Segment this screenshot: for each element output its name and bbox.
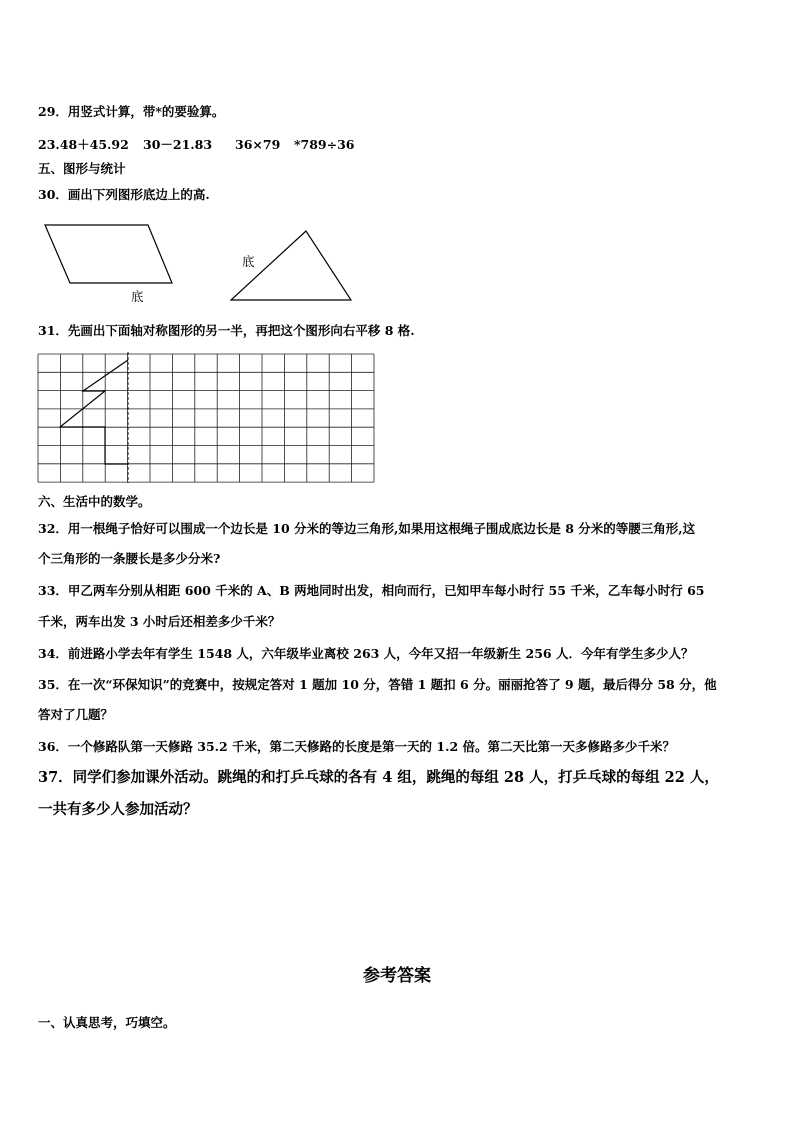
q31-text: 31．先画出下面轴对称图形的另一半，再把这个图形向右平移 8 格.: [38, 323, 415, 338]
q31-grid: [0, 0, 794, 500]
answer-key-title: 参考答案: [363, 966, 431, 986]
answer-section-1-heading: 一、认真思考，巧填空。: [38, 1015, 176, 1030]
q34-text: 34．前进路小学去年有学生 1548 人，六年级毕业离校 263 人，今年又招一年级新生 256 人．今年有学生多少人？: [38, 646, 694, 661]
q35-line2: 答对了几题？: [38, 707, 114, 722]
q30-text: 30．画出下列图形底边上的高.: [38, 187, 210, 202]
calc-item-2: 30－21.83: [143, 137, 213, 152]
q32-line1: 32．用一根绳子恰好可以围成一个边长是 10 分米的等边三角形,如果用这根绳子围成底边长是 8 分米的等腰三角形,这: [38, 521, 696, 536]
q29-text: 29．用竖式计算，带*的要验算。: [38, 104, 225, 119]
half-figure: [60, 360, 128, 464]
q33-line1: 33．甲乙两车分别从相距 600 千米的 A、B 两地同时出发，相向而行，已知甲车每小时行 55 千米，乙车每小时行 65: [38, 583, 705, 598]
q35-line1: 35．在一次“环保知识”的竞赛中，按规定答对 1 题加 10 分，答错 1 题扣 6 分。丽丽抢答了 9 题，最后得分 58 分，他: [38, 677, 717, 692]
section-5-heading: 五、图形与统计: [38, 161, 126, 176]
section-6-heading: 六、生活中的数学。: [38, 494, 151, 509]
calc-item-3: 36×79: [235, 137, 281, 152]
q36-text: 36．一个修路队第一天修路 35.2 千米，第二天修路的长度是第一天的 1.2 倍。第二天比第一天多修路多少千米？: [38, 739, 675, 754]
calc-item-1: 23.48＋45.92: [38, 137, 129, 152]
q32-line2: 个三角形的一条腰长是多少分米?: [38, 551, 221, 566]
calc-item-4: *789÷36: [294, 137, 355, 152]
grid-lines: [38, 354, 374, 482]
q37-line1: 37．同学们参加课外活动。跳绳的和打乒乓球的各有 4 组，跳绳的每组 28 人，打乒乓球的每组 22 人，: [38, 769, 719, 786]
q37-line2: 一共有多少人参加活动？: [38, 801, 198, 818]
parallelogram-base-label: 底: [131, 289, 144, 304]
q33-line2: 千米，两车出发 3 小时后还相差多少千米？: [38, 614, 281, 629]
triangle-base-label: 底: [242, 254, 255, 269]
